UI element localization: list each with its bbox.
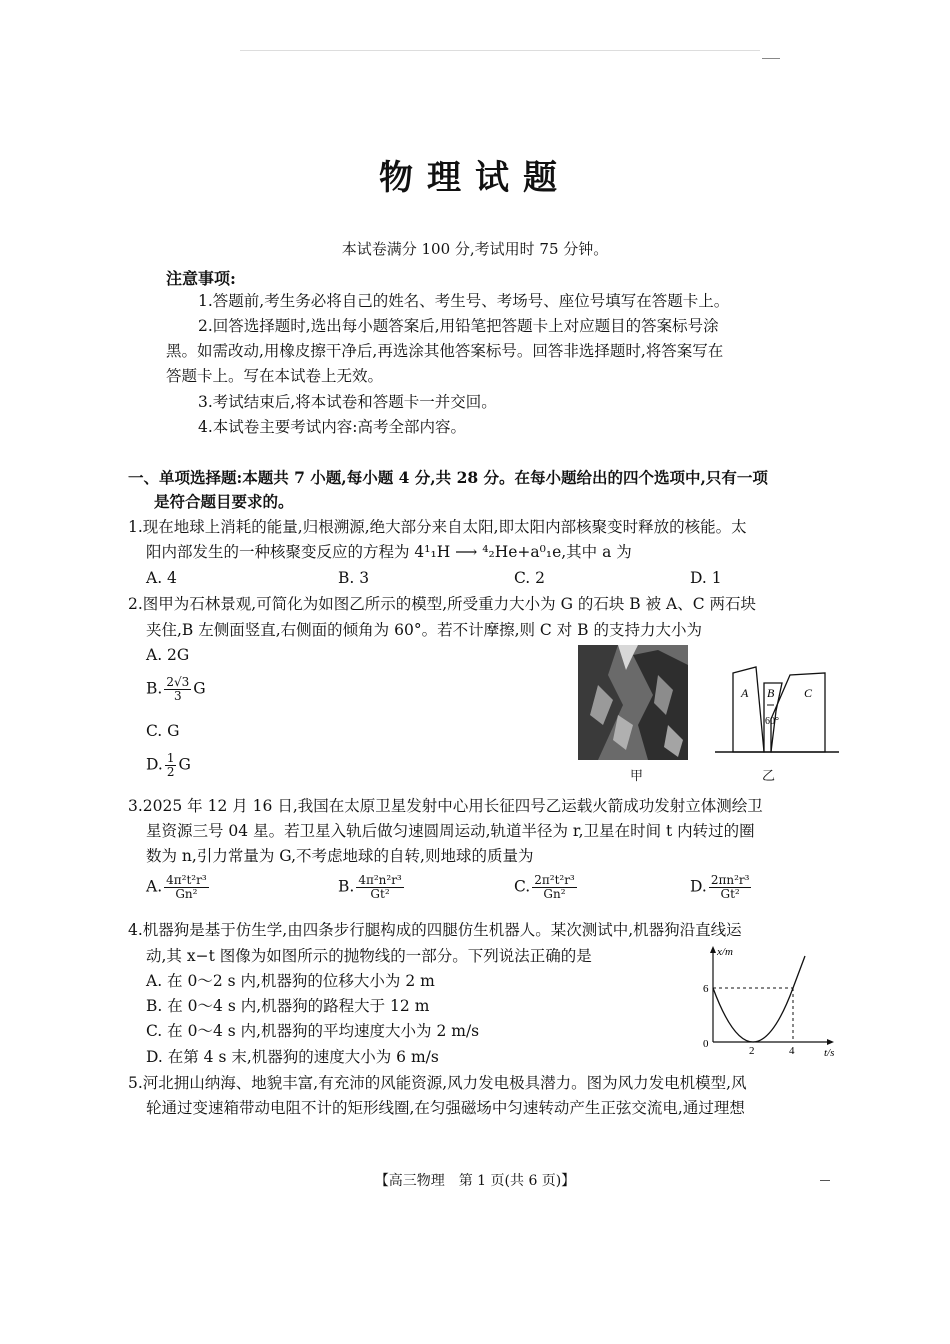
q3-option-b: B. $\frac{\text{4π²n²r³}}{\text{Gt²}}$ (338, 873, 402, 901)
q1-stem: 1.现在地球上消耗的能量,归根溯源,绝大部分来自太阳,即太阳内部核聚变时释放的核能。太 (128, 518, 747, 536)
stone-forest-photo (578, 645, 688, 760)
scan-mark (820, 1180, 830, 1181)
q5-stem: 轮通过变速箱带动电阻不计的矩形线圈,在匀强磁场中匀速转动产生正弦交流电,通过理想 (146, 1099, 745, 1117)
q4-option-d: D. 在第 4 s 末,机器狗的速度大小为 6 m/s (146, 1048, 439, 1066)
q2-option-b: B. $\frac{2√3}{3}$ G (146, 675, 206, 703)
origin-label: 0 (703, 1038, 709, 1050)
note-line: 2.回答选择题时,选出每小题答案后,用铅笔把答题卡上对应题目的答案标号涂 (198, 317, 719, 335)
x-t-graph (700, 942, 840, 1060)
q2-stem: 2.图甲为石林景观,可简化为如图乙所示的模型,所受重力大小为 G 的石块 B 被 A、C 两石块 (128, 595, 757, 613)
scan-mark (762, 58, 780, 59)
q3-option-d: D. $\frac{\text{2πn²r³}}{\text{Gt²}}$ (690, 873, 750, 901)
q1-option-a: A. 4 (146, 569, 177, 587)
q2-option-c: C. G (146, 722, 180, 740)
y-axis-label: x/m (717, 946, 733, 958)
note-line: 4.本试卷主要考试内容:高考全部内容。 (198, 418, 467, 436)
q4-option-b: B. 在 0～4 s 内,机器狗的路程大于 12 m (146, 997, 430, 1015)
x-axis-label: t/s (824, 1047, 835, 1059)
x-tick-2: 2 (749, 1045, 755, 1057)
note-line: 黑。如需改动,用橡皮擦干净后,再选涂其他答案标号。回答非选择题时,将答案写在 (166, 342, 724, 360)
label-b: B (767, 686, 775, 700)
q3-stem: 3.2025 年 12 月 16 日,我国在太原卫星发射中心用长征四号乙运载火箭成功发射立体测绘卫 (128, 797, 763, 815)
q4-stem: 4.机器狗是基于仿生学,由四条步行腿构成的四腿仿生机器人。某次测试中,机器狗沿直线运 (128, 921, 742, 939)
q2-option-a: A. 2G (146, 646, 190, 664)
q1-option-d: D. 1 (690, 569, 722, 587)
q3-option-a: A. $\frac{\text{4π²t²r³}}{\text{Gn²}}$ (146, 873, 207, 901)
note-line: 答题卡上。写在本试卷上无效。 (166, 367, 384, 385)
q1-option-c: C. 2 (514, 569, 546, 587)
q4-stem: 动,其 x−t 图像为如图所示的抛物线的一部分。下列说法正确的是 (146, 947, 592, 965)
fig-caption-jia: 甲 (630, 769, 644, 784)
section-heading-cont: 是符合题目要求的。 (154, 492, 294, 511)
page-footer: 【高三物理 第 1 页(共 6 页)】 (374, 1173, 576, 1189)
fig-caption-yi: 乙 (762, 769, 776, 784)
q2-option-d: D. $\frac{1}{2}$ G (146, 751, 191, 779)
q3-stem: 数为 n,引力常量为 G,不考虑地球的自转,则地球的质量为 (146, 847, 534, 865)
q5-stem: 5.河北拥山纳海、地貌丰富,有充沛的风能资源,风力发电极具潜力。图为风力发电机模型,风 (128, 1074, 747, 1092)
x-tick-4: 4 (789, 1045, 795, 1057)
section-heading: 一、单项选择题:本题共 7 小题,每小题 4 分,共 28 分。在每小题给出的四个选项中,只有一项 (128, 468, 768, 487)
q1-stem: 阳内部发生的一种核聚变反应的方程为 4¹₁H ⟶ ⁴₂He+a⁰₁e,其中 a 为 (146, 543, 632, 561)
page-title: 物理试题 (379, 158, 571, 198)
rock-model-diagram (712, 645, 842, 760)
q3-option-c: C. $\frac{\text{2π²t²r³}}{\text{Gn²}}$ (514, 873, 575, 901)
note-line: 3.考试结束后,将本试卷和答题卡一并交回。 (198, 393, 497, 411)
angle-label: 60° (765, 716, 779, 727)
q4-option-c: C. 在 0～4 s 内,机器狗的平均速度大小为 2 m/s (146, 1022, 480, 1040)
note-line: 1.答题前,考生务必将自己的姓名、考生号、考场号、座位号填写在答题卡上。 (198, 292, 730, 310)
exam-info: 本试卷满分 100 分,考试用时 75 分钟。 (341, 240, 609, 258)
q3-stem: 星资源三号 04 星。若卫星入轨后做匀速圆周运动,轨道半径为 r,卫星在时间 t 内转过的圈 (146, 822, 755, 840)
label-a: A (741, 686, 749, 700)
y-tick-6: 6 (703, 983, 709, 995)
q2-stem: 夹住,B 左侧面竖直,右侧面的倾角为 60°。若不计摩擦,则 C 对 B 的支持力大小为 (146, 621, 702, 639)
scan-mark (240, 50, 760, 51)
q1-option-b: B. 3 (338, 569, 370, 587)
notes-heading: 注意事项: (166, 269, 236, 288)
label-c: C (804, 686, 813, 700)
q4-option-a: A. 在 0～2 s 内,机器狗的位移大小为 2 m (146, 972, 435, 990)
